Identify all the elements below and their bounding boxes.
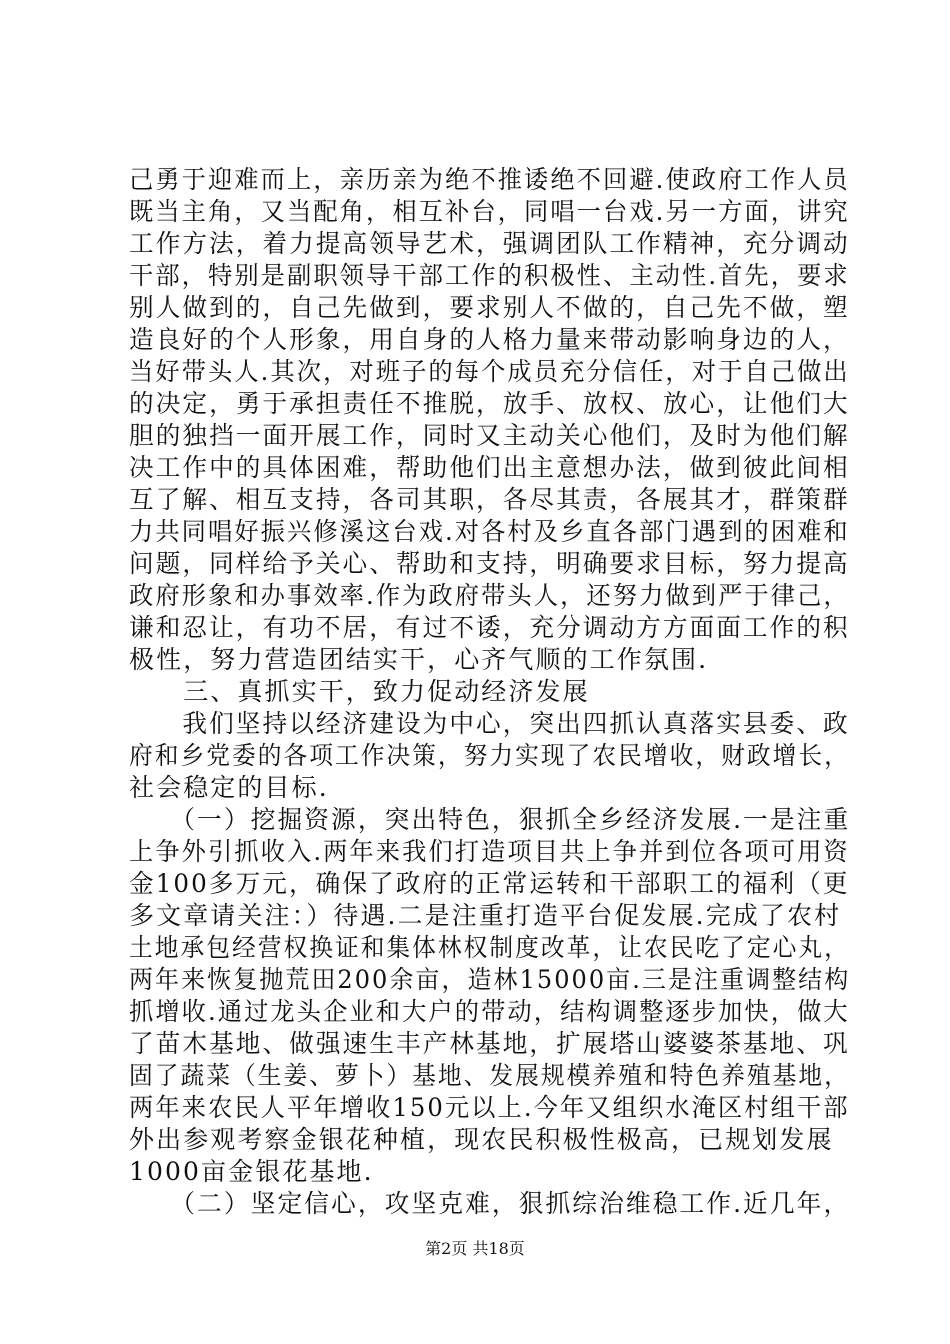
body-text-line: 政府形象和办事效率.作为政府带头人，还努力做到严于律己， [129,581,850,610]
body-text-line: 社会稳定的目标. [129,773,329,802]
body-text-line: 抓增收.通过龙头企业和大户的带动，结构调整逐步加快，做大 [129,997,850,1026]
body-text-line: 力共同唱好振兴修溪这台戏.对各村及乡直各部门遇到的困难和 [129,517,850,546]
body-text-line: 造良好的个人形象，用自身的人格力量来带动影响身边的人， [129,325,850,354]
body-text-line: 别人做到的，自己先做到，要求别人不做的，自己先不做，塑 [129,293,850,322]
body-text-line: 干部，特别是副职领导干部工作的积极性、主动性.首先，要求 [129,261,850,290]
body-text-line: 胆的独挡一面开展工作，同时又主动关心他们，及时为他们解 [129,421,850,450]
body-text-line: 两年来农民人平年增收150元以上.今年又组织水淹区村组干部 [129,1093,850,1122]
body-text-line: 1000亩金银花基地. [129,1157,374,1186]
body-text-line: 互了解、相互支持，各司其职，各尽其责，各展其才，群策群 [129,485,850,514]
body-text-line: 金100多万元，确保了政府的正常运转和干部职工的福利（更 [129,869,850,898]
body-text-line: 外出参观考察金银花种植，现农民积极性极高，已规划发展 [129,1125,834,1154]
body-text-line: 既当主角，又当配角，相互补台，同唱一台戏.另一方面，讲究 [129,197,850,226]
body-text-line: 工作方法，着力提高领导艺术，强调团队工作精神，充分调动 [129,229,850,258]
body-text-line: 府和乡党委的各项工作决策，努力实现了农民增收，财政增长， [129,741,850,770]
body-text-line: 极性，努力营造团结实干，心齐气顺的工作氛围. [129,645,709,674]
page-number-footer: 第2页 共18页 [425,1239,525,1258]
body-text-line: 问题，同样给予关心、帮助和支持，明确要求目标，努力提高 [129,549,850,578]
body-text-line: 固了蔬菜（生姜、萝卜）基地、发展规模养殖和特色养殖基地， [129,1061,850,1090]
body-text-line: 决工作中的具体困难，帮助他们出主意想办法，做到彼此间相 [129,453,850,482]
body-text-line: 当好带头人.其次，对班子的每个成员充分信任，对于自己做出 [129,357,850,386]
body-text-line: 了苗木基地、做强速生丰产林基地，扩展塔山婆婆茶基地、巩 [129,1029,850,1058]
body-text-line: 谦和忍让，有功不居，有过不诿，充分调动方方面面工作的积 [129,613,850,642]
body-text-line: 两年来恢复抛荒田200余亩，造林15000亩.三是注重调整结构 [129,965,851,994]
body-text-line: （二）坚定信心，攻坚克难，狠抓综治维稳工作.近几年， [129,1189,851,1218]
body-text-line: 我们坚持以经济建设为中心，突出四抓认真落实县委、政 [129,709,850,738]
body-text-line: 多文章请关注：）待遇.二是注重打造平台促发展.完成了农村 [129,901,842,930]
section-heading: 三、真抓实干，致力促动经济发展 [129,677,590,706]
body-text-line: 土地承包经营权换证和集体林权制度改革，让农民吃了定心丸， [129,933,850,962]
body-text-line: 上争外引抓收入.两年来我们打造项目共上争并到位各项可用资 [129,837,850,866]
body-text-line: 的决定，勇于承担责任不推脱，放手、放权、放心，让他们大 [129,389,850,418]
body-text-line: 己勇于迎难而上，亲历亲为绝不推诿绝不回避.使政府工作人员 [129,165,850,194]
body-text-line: （一）挖掘资源，突出特色，狠抓全乡经济发展.一是注重 [129,805,851,834]
